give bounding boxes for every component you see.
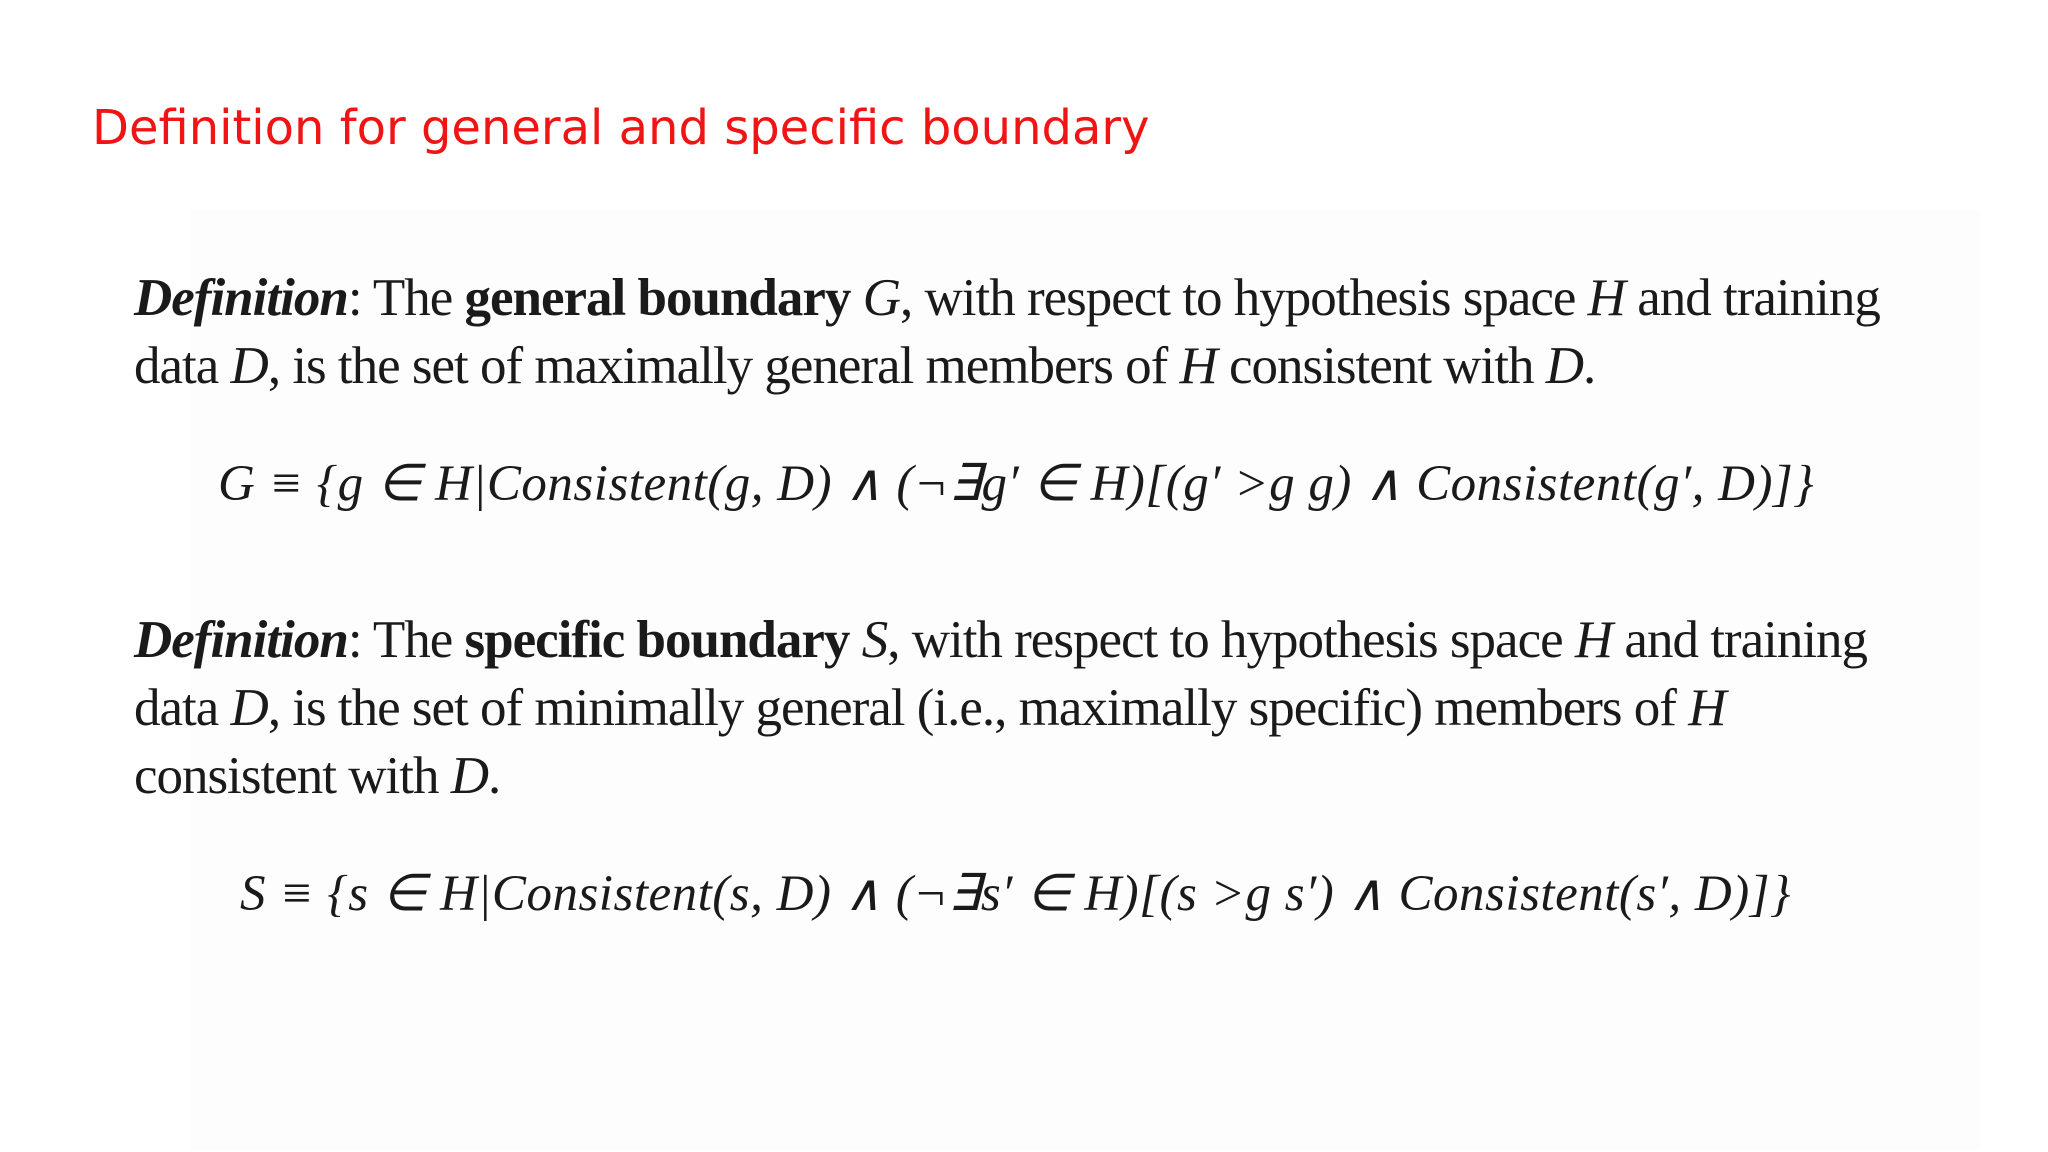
definition-text: , with respect to hypothesis space — [887, 611, 1575, 669]
training-data-var: D — [1545, 337, 1583, 395]
definition-term: specific boundary — [464, 611, 850, 669]
definition-text: , is the set of maximally general members of — [267, 337, 1180, 395]
definition-text: , with respect to hypothesis space — [899, 269, 1588, 327]
specific-boundary-definition — [134, 606, 1934, 810]
definition-text: . — [487, 747, 501, 805]
definition-text: , is the set of minimally general (i.e., maximally specific) members of — [267, 679, 1689, 737]
hypothesis-space-var: H — [1587, 269, 1625, 327]
definition-symbol: S — [861, 611, 888, 669]
definition-text: : The — [347, 611, 465, 669]
definition-lead: Definition — [134, 611, 348, 669]
specific-boundary-formula: S ≡ {s ∈ H|Consistent(s, D) ∧ (¬∃s′ ∈ H)[(s >g s′) ∧ Consistent(s′, D)]} — [240, 866, 1791, 922]
definition-text: : The — [347, 269, 465, 327]
definition-symbol: G — [862, 269, 900, 327]
general-boundary-formula: G ≡ {g ∈ H|Consistent(g, D) ∧ (¬∃g′ ∈ H)[(g′ >g g) ∧ Consistent(g′, D)]} — [218, 456, 1815, 512]
slide-title: Definition for general and specific boundary — [92, 100, 1150, 156]
general-boundary-definition — [134, 264, 1934, 400]
training-data-var: D — [230, 679, 268, 737]
definition-text — [849, 611, 861, 669]
training-data-var: D — [230, 337, 268, 395]
definition-lead: Definition — [134, 269, 348, 327]
definition-term: general boundary — [464, 269, 851, 327]
definition-text — [850, 269, 862, 327]
definition-text: and training data — [134, 269, 1880, 395]
definition-text: consistent with — [134, 747, 451, 805]
hypothesis-space-var: H — [1179, 337, 1217, 395]
hypothesis-space-var: H — [1688, 679, 1726, 737]
definition-text: . — [1583, 337, 1596, 395]
definition-text: consistent with — [1216, 337, 1546, 395]
hypothesis-space-var: H — [1574, 611, 1613, 669]
training-data-var: D — [450, 747, 488, 805]
definition-text: and training data — [134, 611, 1868, 737]
